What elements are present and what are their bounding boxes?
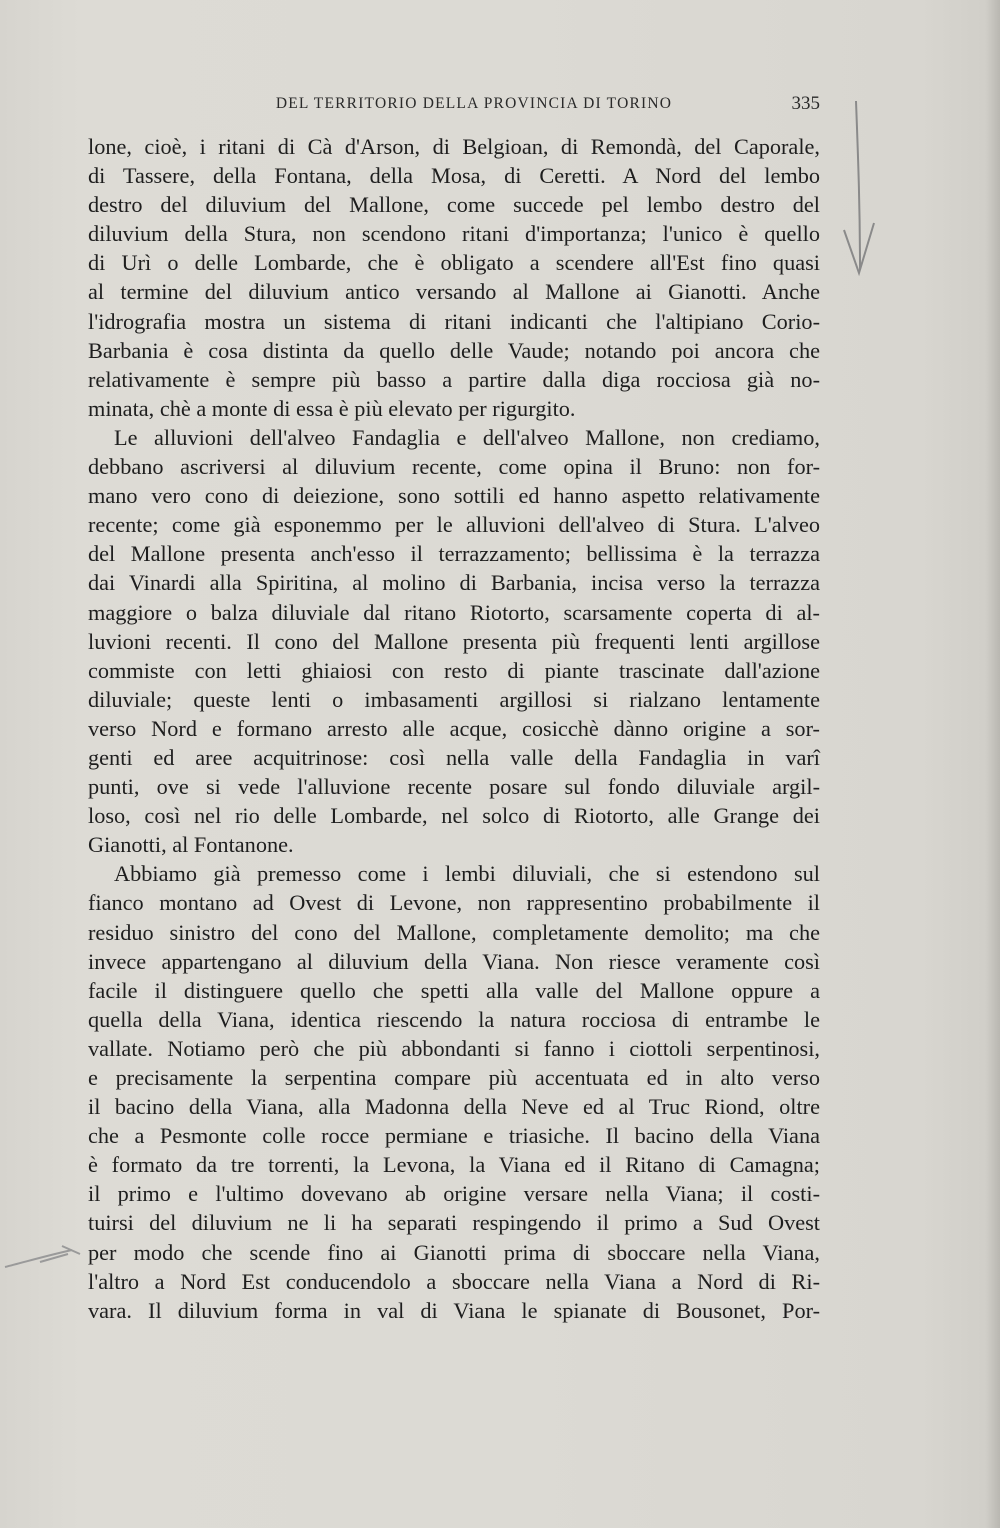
text-line: punti, ove si vede l'alluvione recente posare sul fondo diluviale argil-: [88, 774, 820, 800]
text-line: genti ed aree acquitrinose: così nella valle della Fandaglia in varî: [88, 744, 820, 770]
text-line: che a Pesmonte colle rocce permiane e triasiche. Il bacino della Viana: [88, 1123, 820, 1149]
text-line: il bacino della Viana, alla Madonna della Neve ed al Truc Riond, oltre: [88, 1094, 820, 1120]
text-line: invece appartengano al diluvium della Viana. Non riesce veramente così: [88, 948, 820, 974]
text-line: Barbania è cosa distinta da quello delle Vaude; notando poi ancora che: [88, 337, 820, 363]
text-line: vara. Il diluvium forma in val di Viana le spianate di Bousonet, Por-: [88, 1297, 820, 1323]
text-line: tuirsi del diluvium ne li ha separati respingendo il primo a Sud Ovest: [88, 1210, 820, 1236]
page-spine-shadow: [986, 0, 1000, 1528]
text-line: l'altro a Nord Est conducendolo a sboccare nella Viana a Nord di Ri-: [88, 1268, 820, 1294]
text-line: commiste con letti ghiaiosi con resto di piante trascinate dall'azione: [88, 657, 820, 683]
paragraph-start-line: Abbiamo già premesso come i lembi diluviali, che si estendono sul: [114, 861, 820, 887]
pencil-scribble-mark: [0, 1232, 90, 1282]
text-line: vallate. Notiamo però che più abbondanti si fanno i ciottoli serpentinosi,: [88, 1035, 820, 1061]
text-line: è formato da tre torrenti, la Levona, la Viana ed il Ritano di Camagna;: [88, 1152, 820, 1178]
text-line: fianco montano ad Ovest di Levone, non rappresentino probabilmente il: [88, 890, 820, 916]
text-line: e precisamente la serpentina compare più accentuata ed in alto verso: [88, 1065, 820, 1090]
body-text: [88, 132, 820, 1325]
text-line: luvioni recenti. Il cono del Mallone presenta più frequenti lenti argillose: [88, 628, 820, 654]
text-line: relativamente è sempre più basso a partire dalla diga rocciosa già no-: [88, 366, 820, 392]
text-line: quella della Viana, identica riescendo la natura rocciosa di entrambe le: [88, 1006, 820, 1032]
text-line: residuo sinistro del cono del Mallone, completamente demolito; ma che: [88, 919, 820, 945]
text-line: diluvium della Stura, non scendono ritani d'importanza; l'unico è quello: [88, 221, 820, 247]
text-line: debbano ascriversi al diluvium recente, come opina il Bruno: non for-: [88, 454, 820, 480]
text-line: verso Nord e formano arresto alle acque, cosicchè dànno origine a sor-: [88, 715, 820, 741]
text-line: loso, così nel rio delle Lombarde, nel solco di Riotorto, alle Grange dei: [88, 803, 820, 829]
text-line: lone, cioè, i ritani di Cà d'Arson, di Belgioan, di Remondà, del Caporale,: [88, 134, 820, 159]
page-header: [88, 95, 820, 121]
text-line: minata, chè a monte di essa è più elevato per rigurgito.: [88, 395, 576, 421]
text-line: dai Vinardi alla Spiritina, al molino di Barbania, incisa verso la terrazza: [88, 570, 820, 596]
text-line: di Urì o delle Lombarde, che è obligato a scendere all'Est fino quasi: [88, 250, 820, 276]
text-line: facile il distinguere quello che spetti alla valle del Mallone oppure a: [88, 977, 820, 1003]
text-line: di Tassere, della Fontana, della Mosa, di Ceretti. A Nord del lembo: [88, 163, 820, 189]
text-line: al termine del diluvium antico versando al Mallone ai Gianotti. Anche: [88, 279, 820, 305]
text-line: per modo che scende fino ai Gianotti prima di sboccare nella Viana,: [88, 1239, 820, 1265]
text-line: recente; come già esponemmo per le alluvioni dell'alveo di Stura. L'alveo: [88, 512, 820, 538]
pencil-margin-mark: [836, 95, 886, 285]
text-line: maggiore o balza diluviale dal ritano Riotorto, scarsamente coperta di al-: [88, 599, 820, 625]
text-line: del Mallone presenta anch'esso il terrazzamento; bellissima è la terrazza: [88, 541, 820, 567]
text-line: destro del diluvium del Mallone, come succede pel lembo destro del: [88, 192, 820, 218]
running-title: DEL TERRITORIO DELLA PROVINCIA DI TORINO: [275, 95, 673, 112]
paragraph-start-line: Le alluvioni dell'alveo Fandaglia e dell'alveo Mallone, non crediamo,: [114, 424, 820, 450]
text-line: il primo e l'ultimo dovevano ab origine versare nella Viana; il costi-: [88, 1181, 820, 1207]
text-line: Gianotti, al Fontanone.: [88, 832, 294, 858]
text-line: l'idrografia mostra un sistema di ritani indicanti che l'altipiano Corio-: [88, 308, 820, 334]
text-line: diluviale; queste lenti o imbasamenti argillosi si rialzano lentamente: [88, 686, 820, 712]
page-number: 335: [791, 93, 820, 114]
text-line: mano vero cono di deiezione, sono sottili ed hanno aspetto relativamente: [88, 483, 820, 509]
